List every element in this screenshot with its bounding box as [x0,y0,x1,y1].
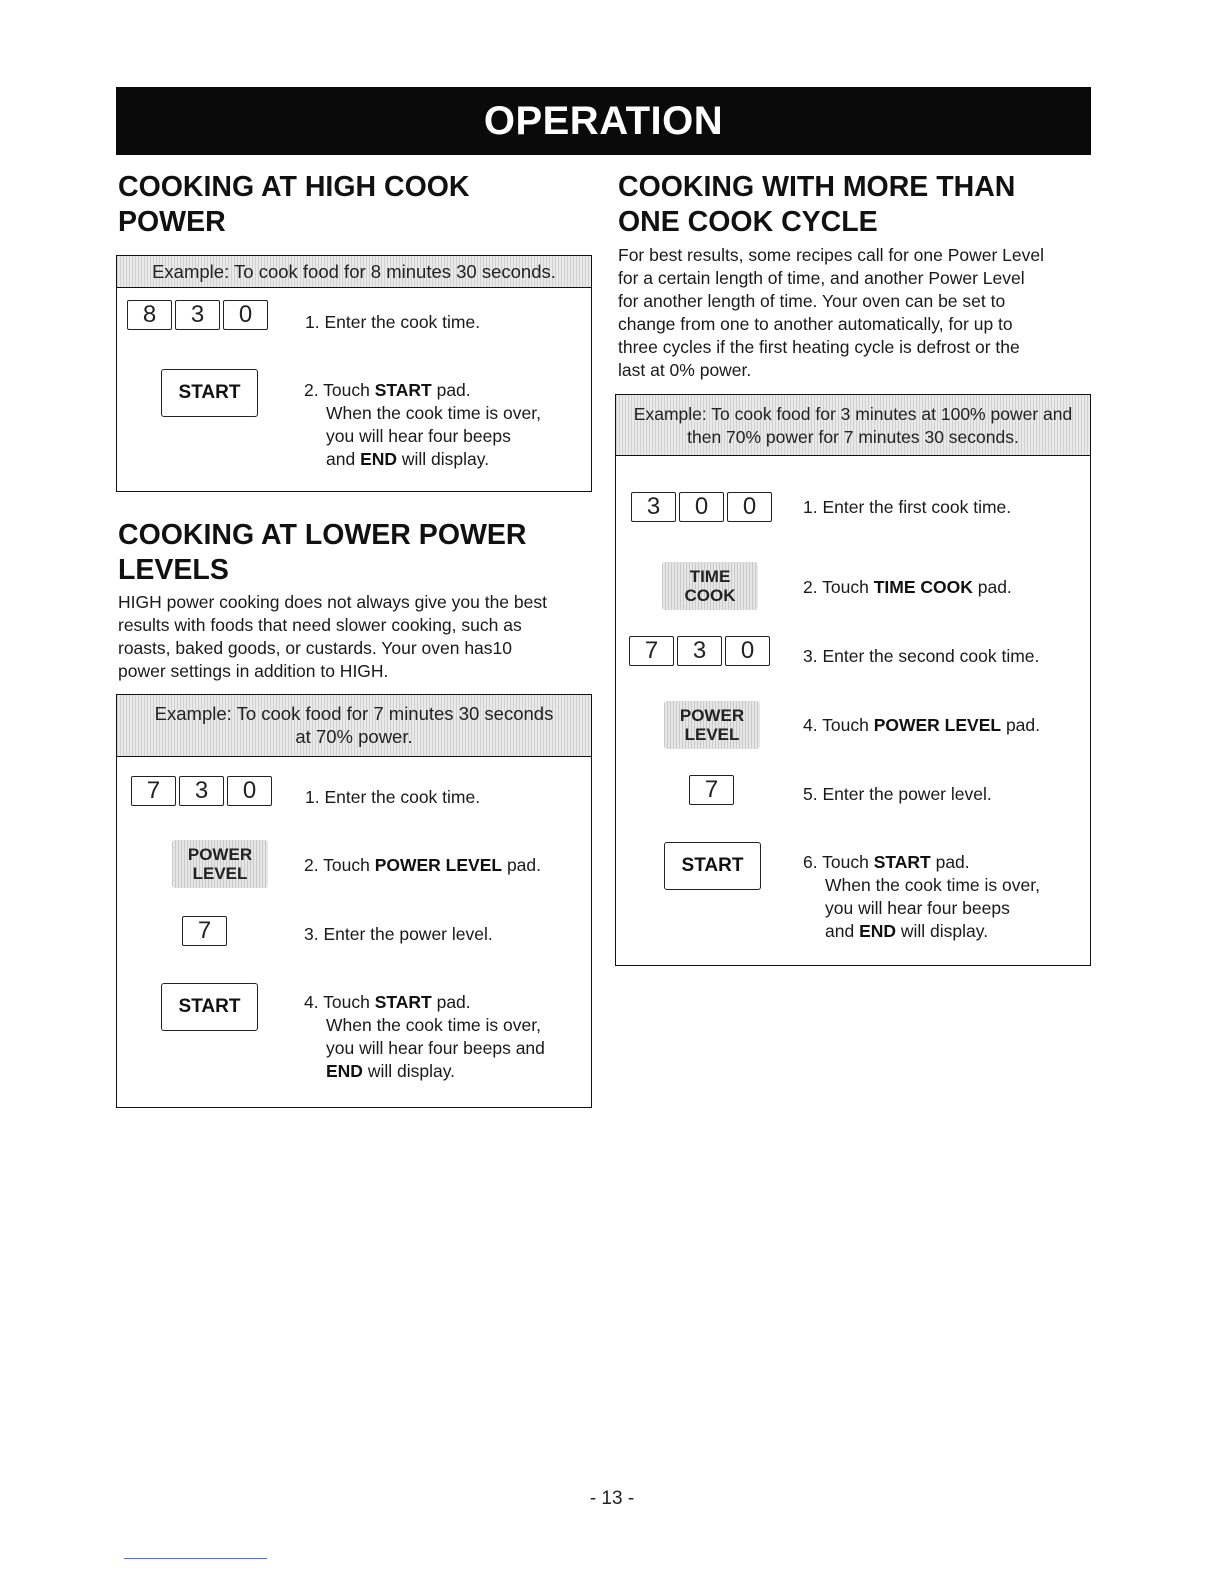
intro-line: For best results, some recipes call for one Power Level [618,245,1045,265]
intro-line: power settings in addition to HIGH. [118,661,389,681]
start-button[interactable]: START [664,842,761,890]
example-line: Example: To cook food for 3 minutes at 100% power and [633,404,1073,424]
number-key[interactable]: 3 [631,492,676,522]
high-power-example-banner: Example: To cook food for 8 minutes 30 seconds. [117,256,591,288]
step-bold: START [873,852,931,872]
multi-first-keys [631,492,772,522]
step-bold: TIME COOK [873,577,973,597]
intro-line: for another length of time. Your oven can be set to [618,291,1006,311]
multi-step-2 [803,576,1012,599]
step-text: 2. Touch [304,380,375,400]
multi-step-6 [803,851,1040,943]
number-key[interactable]: 0 [679,492,724,522]
step-text: 4. Touch [803,715,874,735]
high-step-1: 1. Enter the cook time. [305,312,481,332]
number-key[interactable]: 0 [223,300,268,330]
step-text: pad. [930,852,970,872]
lower-power-intro [118,591,547,683]
lower-step-1: 1. Enter the cook time. [305,787,481,807]
lower-step-4 [304,991,545,1083]
start-button[interactable]: START [161,369,258,417]
step-text [304,1060,545,1083]
high-power-keys [127,300,268,330]
intro-line: last at 0% power. [618,360,752,380]
high-step-2 [304,379,541,471]
step-text: you will hear four beeps [825,898,1010,918]
multi-step-3: 3. Enter the second cook time. [803,646,1040,666]
section-banner: OPERATION [116,87,1091,155]
multi-second-keys [629,636,770,666]
step-text: and END [326,449,398,469]
step-text [803,920,1040,943]
lower-power-heading-line2: LEVELS [118,554,229,586]
example-line: Example: To cook food for 7 minutes 30 seconds [154,703,554,724]
key-label: LEVEL [684,725,740,744]
number-key[interactable]: 3 [175,300,220,330]
step-text: will display. [362,1061,456,1081]
intro-line: for a certain length of time, and another Power Level [618,268,1025,288]
step-text: pad. [431,992,471,1012]
lower-power-heading-line1: COOKING AT LOWER POWER [118,519,527,551]
key-label: COOK [684,586,736,605]
key-label: POWER [187,845,253,864]
multi-cycle-intro [618,244,1044,382]
footer-rule [124,1558,267,1559]
step-bold: START [374,992,432,1012]
multi-step-1: 1. Enter the first cook time. [803,497,1012,517]
step-text: you will hear four beeps and [326,1038,545,1058]
number-key[interactable]: 7 [629,636,674,666]
lower-power-keys [131,776,272,806]
lower-power-example-box [116,694,592,1108]
lower-power-example-banner [117,695,591,757]
example-line: then 70% power for 7 minutes 30 seconds. [687,427,1019,447]
high-power-heading-line2: POWER [118,206,226,238]
multi-step-4 [803,714,1040,737]
step-bold: POWER LEVEL [873,715,1002,735]
intro-line: HIGH power cooking does not always give you the best [118,592,547,612]
high-power-example-box [116,255,592,492]
lower-step-3: 3. Enter the power level. [304,924,493,944]
number-key[interactable]: 0 [727,492,772,522]
step-text: 2. Touch [304,855,375,875]
page-number: - 13 - [589,1488,635,1509]
step-text: and END [825,921,897,941]
multi-cycle-heading-line2: ONE COOK CYCLE [618,206,878,238]
step-bold: START [374,380,432,400]
multi-step-5: 5. Enter the power level. [803,784,992,804]
step-text: When the cook time is over, [326,403,541,423]
example-line: at 70% power. [295,726,413,747]
step-bold: END [326,1061,363,1081]
number-key[interactable]: 7 [131,776,176,806]
intro-line: results with foods that need slower cooking, such as [118,615,522,635]
number-key[interactable]: 3 [677,636,722,666]
key-label: LEVEL [192,864,248,883]
multi-cycle-heading-line1: COOKING WITH MORE THAN [618,171,1016,203]
start-button[interactable]: START [161,983,258,1031]
step-text [304,448,541,471]
number-key[interactable]: 0 [725,636,770,666]
number-key[interactable]: 3 [179,776,224,806]
high-power-heading-line1: COOKING AT HIGH COOK [118,171,470,203]
step-text: will display. [397,449,490,469]
step-text: 6. Touch [803,852,874,872]
high-power-heading [118,170,470,240]
time-cook-button[interactable] [662,562,758,610]
power-level-button[interactable] [172,840,268,888]
key-label: TIME [689,567,731,586]
step-text: you will hear four beeps [326,426,511,446]
power-level-button[interactable] [664,701,760,749]
lower-step-2 [304,854,541,877]
lower-power-heading [118,518,526,588]
intro-line: three cycles if the first heating cycle is defrost or the [618,337,1020,357]
multi-cycle-heading [618,170,1015,240]
intro-line: roasts, baked goods, or custards. Your oven has10 [118,638,513,658]
number-key[interactable]: 8 [127,300,172,330]
step-text: 4. Touch [304,992,375,1012]
step-text: When the cook time is over, [326,1015,541,1035]
step-text: will display. [896,921,989,941]
step-text: pad. [1001,715,1041,735]
step-text: pad. [972,577,1012,597]
number-key[interactable]: 7 [182,916,227,946]
multi-cycle-example-banner [616,395,1090,456]
key-label: POWER [679,706,745,725]
step-text: pad. [502,855,542,875]
intro-line: change from one to another automatically, for up to [618,314,1013,334]
step-text: pad. [431,380,471,400]
step-bold: POWER LEVEL [374,855,503,875]
number-key[interactable]: 0 [227,776,272,806]
multi-cycle-example-box [615,394,1091,966]
step-text: When the cook time is over, [825,875,1040,895]
step-text: 2. Touch [803,577,874,597]
number-key[interactable]: 7 [689,775,734,805]
